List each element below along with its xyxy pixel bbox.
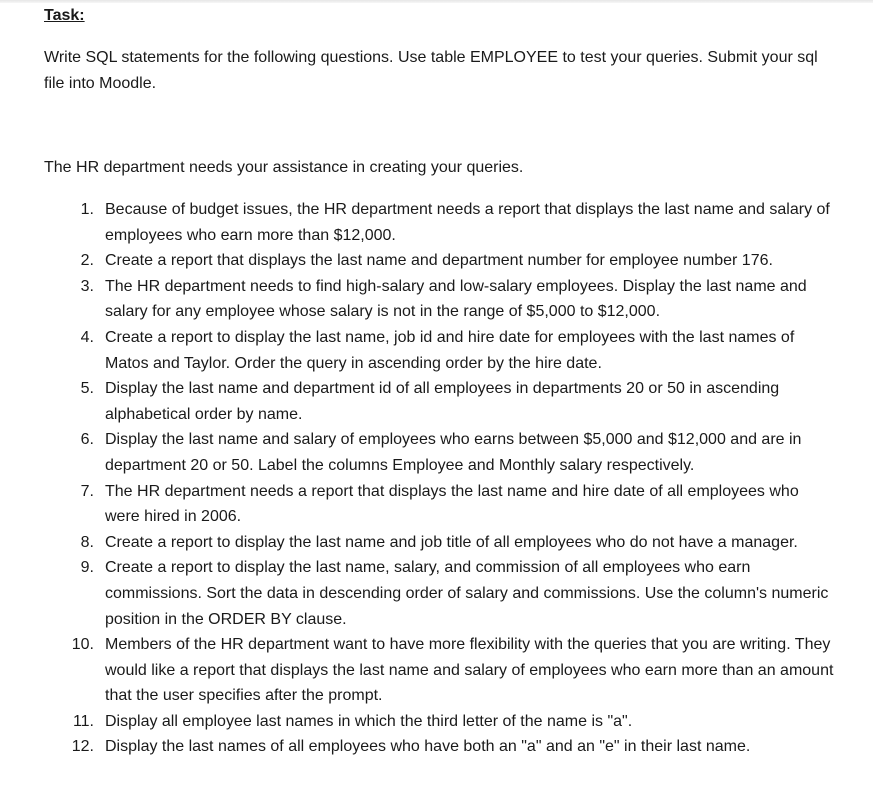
question-number: 8. (80, 533, 94, 551)
intro-paragraph: Write SQL statements for the following questions. Use table EMPLOYEE to test your queries. Submit your sql file into Moodle. (44, 49, 818, 92)
question-text: Members of the HR department want to have more flexibility with the queries that you are writing. They would like a report that displays the last name and salary of employees who earn more than an amount that the user specifies after the prompt. (105, 636, 834, 705)
question-number: 2. (80, 252, 94, 270)
question-number: 5. (80, 380, 94, 398)
question-item-12 (44, 734, 834, 760)
question-number: 9. (80, 559, 94, 577)
question-text: Display the last names of all employees who have both an "a" and an "e" in their last name. (105, 738, 751, 756)
question-number: 4. (80, 328, 94, 346)
question-item-4 (44, 325, 834, 376)
question-text: Create a report that displays the last name and department number for employee number 176. (105, 252, 773, 270)
question-number: 1. (80, 201, 94, 218)
question-item-11 (44, 709, 834, 735)
question-number: 6. (80, 431, 94, 449)
question-item-5 (44, 376, 834, 427)
question-item-6 (44, 427, 834, 478)
question-text: Create a report to display the last name, job id and hire date for employees with the last names of Matos and Taylor. Order the query in ascending order by the hire date. (105, 328, 795, 372)
question-text: The HR department needs a report that displays the last name and hire date of all employees who were hired in 2006. (105, 482, 799, 526)
question-item-8 (44, 530, 834, 556)
question-item-9 (44, 555, 834, 632)
question-item-2 (44, 248, 834, 274)
question-number: 12. (71, 738, 94, 756)
question-text: Because of budget issues, the HR department needs a report that displays the last name and salary of employees who earn more than $12,000. (105, 201, 830, 244)
question-text: Create a report to display the last name and job title of all employees who do not have a manager. (105, 533, 798, 551)
task-heading: Task: (44, 7, 85, 24)
question-list (44, 197, 834, 760)
question-number: 10. (71, 636, 94, 654)
question-text: The HR department needs to find high-salary and low-salary employees. Display the last name and salary for any employee whose salary is not in the range of $5,000 to $12,000. (105, 277, 807, 321)
lead-paragraph: The HR department needs your assistance in creating your queries. (44, 159, 524, 176)
question-item-1 (44, 197, 834, 248)
question-number: 3. (80, 277, 94, 295)
question-item-3 (44, 274, 834, 325)
question-item-10 (44, 632, 834, 709)
question-number: 11. (72, 712, 94, 730)
question-text: Display the last name and department id of all employees in departments 20 or 50 in ascending alphabetical order by name. (105, 380, 780, 423)
question-item-7 (44, 479, 834, 530)
page-top-border (0, 0, 873, 3)
question-text: Display all employee last names in which the third letter of the name is "a". (105, 712, 633, 730)
question-number: 7. (80, 482, 94, 500)
question-text: Display the last name and salary of employees who earns between $5,000 and $12,000 and are in department 20 or 50. Label the columns Employee and Monthly salary respectively. (105, 431, 802, 474)
question-text: Create a report to display the last name, salary, and commission of all employees who earn commissions. Sort the data in descending order of salary and commissions. Use the column's numeric position in the ORDER BY clause. (105, 559, 829, 628)
